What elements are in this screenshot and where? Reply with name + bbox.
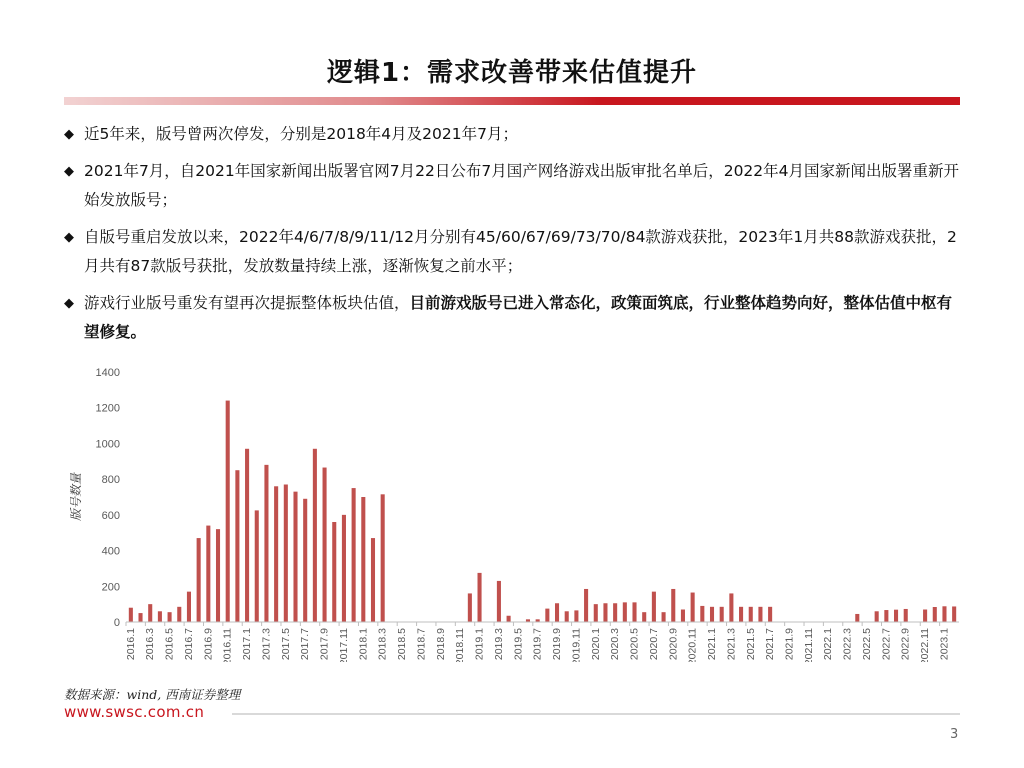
bar-2016.9 [206, 526, 210, 622]
y-tick-label: 800 [101, 474, 120, 487]
bar-2020.1 [594, 604, 598, 622]
x-tick-label: 2022.9 [899, 628, 912, 661]
x-tick-label: 2020.11 [686, 628, 699, 662]
bar-2018.12 [468, 593, 472, 622]
x-tick-label: 2018.7 [415, 628, 428, 661]
bar-2021.7 [768, 607, 772, 622]
bar-2019.10 [565, 611, 569, 622]
title-underline-bar [64, 97, 960, 105]
bullet-item [64, 289, 964, 347]
x-tick-label: 2017.1 [241, 628, 254, 661]
x-tick-label: 2016.9 [202, 628, 215, 661]
bar-2019.12 [584, 589, 588, 622]
diamond-bullet-icon: ◆ [64, 296, 74, 311]
x-tick-label: 2020.9 [667, 628, 680, 661]
x-tick-label: 2017.11 [337, 628, 350, 662]
bar-2020.3 [613, 603, 617, 622]
bar-2020.6 [642, 612, 646, 622]
x-tick-label: 2021.7 [764, 628, 777, 661]
bar-2017.3 [264, 465, 268, 622]
bar-2022.9 [904, 609, 908, 622]
bar-2022.8 [894, 610, 898, 622]
bar-2016.1 [129, 608, 133, 622]
bar-2017.8 [313, 449, 317, 622]
x-tick-label: 2022.11 [919, 628, 932, 662]
bar-2021.1 [710, 607, 714, 622]
bullet-text: 自版号重启发放以来，2022年4/6/7/8/9/11/12月分别有45/60/67/69/73/70/84款游戏获批，2023年1月共88款游戏获批，2月共有87款版号获批，发放数量持续上涨，逐渐恢复之前水平； [84, 228, 957, 275]
footer-divider [232, 713, 960, 715]
bar-2023.2 [952, 606, 956, 622]
x-tick-label: 2017.5 [279, 628, 292, 661]
bar-2016.7 [187, 592, 191, 622]
bar-2016.6 [177, 607, 181, 622]
x-tick-label: 2019.1 [473, 628, 486, 661]
bar-2018.1 [361, 497, 365, 622]
x-tick-label: 2016.7 [182, 628, 195, 661]
x-tick-label: 2016.3 [144, 628, 157, 661]
x-tick-label: 2020.5 [628, 628, 641, 661]
x-tick-label: 2022.5 [860, 628, 873, 661]
x-tick-label: 2016.1 [124, 628, 137, 661]
bar-2021.2 [720, 607, 724, 622]
bar-2022.7 [884, 610, 888, 622]
bar-2020.9 [671, 589, 675, 622]
diamond-bullet-icon: ◆ [64, 230, 74, 245]
bar-2016.10 [216, 529, 220, 622]
x-tick-label: 2018.5 [396, 628, 409, 661]
bar-2017.10 [332, 522, 336, 622]
bar-2021.6 [758, 607, 762, 622]
bar-2016.3 [148, 604, 152, 622]
y-tick-label: 600 [101, 509, 120, 522]
x-tick-label: 2018.9 [434, 628, 447, 661]
bar-2016.11 [226, 401, 230, 622]
bar-2021.4 [739, 607, 743, 622]
x-tick-label: 2016.11 [221, 628, 234, 662]
bar-2020.11 [691, 593, 695, 622]
bar-2020.12 [700, 606, 704, 622]
bar-2019.1 [478, 573, 482, 622]
bar-2022.12 [933, 607, 937, 622]
bar-chart [64, 362, 964, 662]
bar-2022.4 [855, 614, 859, 622]
x-tick-label: 2017.7 [299, 628, 312, 661]
bar-2020.5 [632, 602, 636, 622]
x-tick-label: 2020.3 [609, 628, 622, 661]
bar-2016.5 [168, 612, 172, 622]
bullet-item [64, 223, 964, 281]
x-tick-label: 2021.9 [783, 628, 796, 661]
bar-2016.12 [235, 470, 239, 622]
bar-2022.6 [875, 611, 879, 622]
x-tick-label: 2018.3 [376, 628, 389, 661]
bar-2019.9 [555, 603, 559, 622]
x-tick-label: 2022.7 [880, 628, 893, 661]
x-tick-label: 2019.5 [512, 628, 525, 661]
bar-2017.2 [255, 510, 259, 622]
bar-2019.8 [545, 609, 549, 622]
bar-2023.1 [942, 606, 946, 622]
bar-2018.3 [381, 494, 385, 622]
bullet-list [64, 120, 964, 355]
bar-2017.12 [352, 488, 356, 622]
x-tick-label: 2023.1 [938, 628, 951, 661]
bar-2022.11 [923, 610, 927, 623]
chart-container [64, 362, 964, 662]
bar-2021.5 [749, 607, 753, 622]
bar-2020.10 [681, 610, 685, 623]
x-tick-label: 2021.1 [706, 628, 719, 661]
bar-2016.4 [158, 611, 162, 622]
x-tick-label: 2017.9 [318, 628, 331, 661]
bar-2017.6 [293, 492, 297, 622]
y-tick-label: 1400 [95, 367, 120, 379]
bar-2020.2 [603, 603, 607, 622]
diamond-bullet-icon: ◆ [64, 164, 74, 179]
page-number: 3 [950, 727, 959, 742]
x-tick-label: 2019.7 [531, 628, 544, 661]
bar-2017.11 [342, 515, 346, 622]
bullet-text: 2021年7月，自2021年国家新闻出版署官网7月22日公布7月国产网络游戏出版审批名单后，2022年4月国家新闻出版署重新开始发放版号； [84, 162, 960, 209]
x-tick-label: 2017.3 [260, 628, 273, 661]
bar-2020.8 [662, 612, 666, 622]
x-tick-label: 2022.3 [841, 628, 854, 661]
x-tick-label: 2020.7 [647, 628, 660, 661]
y-tick-label: 1000 [95, 438, 120, 451]
bar-2016.8 [197, 538, 201, 622]
data-source-note: 数据来源：wind, 西南证券整理 [64, 687, 241, 702]
bar-2017.9 [323, 468, 327, 622]
bullet-text: 游戏行业版号重发有望再次提振整体板块估值， [84, 294, 410, 312]
bar-2017.7 [303, 499, 307, 622]
company-url: www.swsc.com.cn [64, 703, 205, 721]
bar-2019.11 [574, 610, 578, 622]
x-tick-label: 2016.5 [163, 628, 176, 661]
bar-2016.2 [138, 613, 142, 622]
bullet-item [64, 120, 964, 149]
x-tick-label: 2018.1 [357, 628, 370, 661]
y-axis-label: 版号数量 [69, 472, 83, 522]
bar-2017.1 [245, 449, 249, 622]
bar-2020.7 [652, 592, 656, 622]
bar-2018.2 [371, 538, 375, 622]
bar-2017.5 [284, 485, 288, 623]
bar-2021.3 [729, 593, 733, 622]
bullet-bold-text: 目前游戏版号已进入常态化，政策面筑底，行业整体趋势向好，整体估值中枢有望修复。 [84, 294, 953, 341]
x-tick-label: 2019.9 [551, 628, 564, 661]
bar-2020.4 [623, 602, 627, 622]
bar-2019.3 [497, 581, 501, 622]
y-tick-label: 200 [101, 581, 120, 594]
bullet-item [64, 157, 964, 215]
bar-2019.4 [507, 616, 511, 622]
x-tick-label: 2021.5 [744, 628, 757, 661]
x-tick-label: 2020.1 [589, 628, 602, 661]
x-tick-label: 2019.11 [570, 628, 583, 662]
x-tick-label: 2022.1 [822, 628, 835, 661]
diamond-bullet-icon: ◆ [64, 127, 74, 142]
y-tick-label: 1200 [95, 402, 120, 415]
bullet-text: 近5年来，版号曾两次停发，分别是2018年4月及2021年7月； [84, 125, 518, 143]
x-tick-label: 2019.3 [492, 628, 505, 661]
x-tick-label: 2021.11 [802, 628, 815, 662]
x-tick-label: 2021.3 [725, 628, 738, 661]
bar-2017.4 [274, 486, 278, 622]
y-tick-label: 400 [101, 545, 120, 558]
x-tick-label: 2018.11 [454, 628, 467, 662]
page-title: 逻辑1：需求改善带来估值提升 [326, 58, 698, 88]
y-tick-label: 0 [113, 617, 120, 629]
